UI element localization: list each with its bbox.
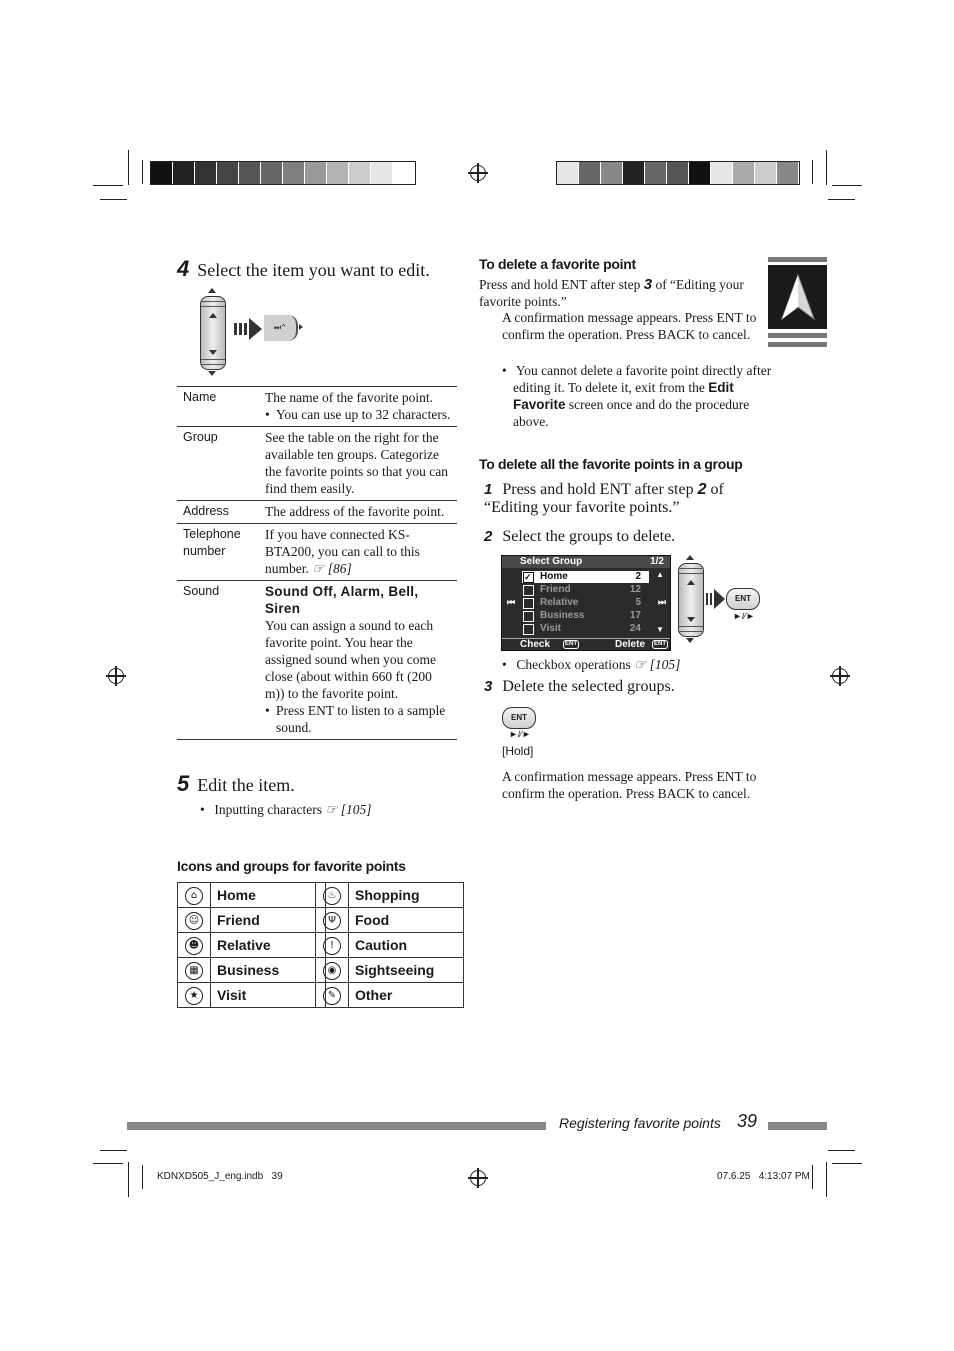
group-count: 24 [629,623,641,634]
color-swatch [667,162,689,184]
table-row [177,427,457,501]
table-row [177,581,457,740]
color-swatch [371,162,393,184]
step-4-heading [177,256,467,282]
step-text: Press and hold ENT after step [502,481,694,498]
skip-button-icon: ⏭^ [264,315,298,341]
group-count: 5 [635,597,641,608]
check-label[interactable]: Check [520,639,551,650]
print-timestamp: 07.6.25 4:13:07 PM [717,1171,810,1182]
step-number: 4 [177,256,190,281]
footer-rule [768,1122,827,1130]
next-track-icon[interactable]: ⏭ [657,597,666,607]
group-label: Caution [349,933,464,958]
group-label: Other [349,983,464,1008]
ent-icon: ENT [654,641,666,647]
field-name: Sound [177,581,257,740]
group-icons-table-right [315,882,464,1008]
step-5-heading [177,771,467,797]
business-icon: ▦ [185,962,203,980]
color-swatch [151,162,173,184]
field-name: Address [177,501,257,524]
color-swatch [217,162,239,184]
right-arrow-icon [706,587,726,611]
caution-icon: ! [323,937,341,955]
group-label: Home [211,883,326,908]
group-name: Visit [540,623,561,634]
field-desc: You can assign a sound to each favorite point. You hear the assigned sound when you come close (about within 660 ft (200 m)) to the favorite point. [265,618,436,701]
other-icon: ✎ [323,987,341,1005]
color-swatch [733,162,755,184]
control-dial-illustration [198,288,308,378]
step-number: 1 [484,481,493,498]
field-desc: The name of the favorite point. [265,390,433,405]
checkbox-note [502,656,773,673]
color-swatch [239,162,261,184]
color-bar-left [150,161,416,185]
group-name: Home [540,571,568,582]
table-row [316,983,464,1008]
group-icons-table-left [177,882,326,1008]
group-name: Business [540,610,585,621]
table-row [178,933,326,958]
color-swatch [579,162,601,184]
group-label: Friend [211,908,326,933]
color-swatch [349,162,371,184]
instruction-text: of “Editing your favorite points.” [479,277,744,309]
color-swatch [777,162,799,184]
select-group-screen [501,555,671,651]
bullet-text: Inputting characters [214,802,322,817]
table-row [316,883,464,908]
note-text: You cannot delete a favorite point directly after editing it. To delete it, exit from the [513,363,772,395]
delete-group-heading: To delete all the favorite points in a group [479,456,743,472]
table-row [178,983,326,1008]
color-swatch [711,162,733,184]
group-label: Relative [211,933,326,958]
food-icon: Ψ [323,912,341,930]
delete-group-step-3 [484,678,764,696]
step-text: of “Editing your favorite points.” [484,481,724,516]
group-list-item[interactable] [522,571,649,583]
home-icon: ⌂ [185,887,203,905]
checkbox-icon[interactable] [523,585,534,596]
section-name: Registering favorite points [559,1115,721,1131]
color-swatch [283,162,305,184]
friend-icon: ☺ [185,912,203,930]
group-label: Sightseeing [349,958,464,983]
scroll-down-icon[interactable]: ▼ [656,625,664,634]
group-count: 12 [629,584,641,595]
color-swatch [261,162,283,184]
checkbox-checked-icon[interactable]: ✓ [523,572,534,583]
table-row [177,387,457,427]
note-text: Checkbox operations [516,657,631,672]
step-text: Select the groups to delete. [502,528,676,545]
registration-mark-icon [832,668,848,684]
group-list-item[interactable] [522,610,649,622]
delete-label[interactable]: Delete [615,639,646,650]
page-reference: ☞ [86] [312,561,352,576]
color-swatch [755,162,777,184]
file-name: KDNXD505_J_eng.indb 39 [157,1171,283,1182]
table-row [177,524,457,581]
screen-page: 1/2 [650,556,664,567]
delete-group-step-2 [484,528,764,546]
table-row [316,933,464,958]
registration-mark-icon [470,1170,486,1186]
play-pause-icon: ►/⁄► [509,729,531,739]
field-name: Telephone number [177,524,257,581]
checkbox-icon[interactable] [523,624,534,635]
group-count: 2 [635,571,641,582]
color-bar-right [556,161,800,185]
color-swatch [327,162,349,184]
step-number: 5 [177,771,190,796]
delete-group-confirm: A confirmation message appears. Press ENT to confirm the operation. Press BACK to cancel. [502,769,757,801]
checkbox-icon[interactable] [523,611,534,622]
table-row [178,908,326,933]
page-reference: ☞ [105] [634,657,681,672]
shopping-icon: ♨ [323,887,341,905]
color-swatch [601,162,623,184]
group-list-item[interactable] [522,597,649,609]
delete-point-confirm: A confirmation message appears. Press ENT to confirm the operation. Press BACK to cancel. [502,310,757,342]
sound-options: Sound Off, Alarm, Bell, Siren [265,584,419,616]
group-label: Business [211,958,326,983]
field-name: Name [177,387,257,427]
step-title: Select the item you want to edit. [197,260,430,280]
color-swatch [173,162,195,184]
group-label: Shopping [349,883,464,908]
screen-header [502,556,670,568]
step-number: 2 [697,481,707,498]
color-swatch [557,162,579,184]
note-text: screen once and do the procedure above. [513,397,750,429]
group-list-item[interactable] [522,584,649,596]
group-count: 17 [629,610,641,621]
hold-label: [Hold] [502,744,534,758]
visit-icon: ★ [185,987,203,1005]
sightseeing-icon: ◉ [323,962,341,980]
step-title: Edit the item. [197,775,295,795]
prev-track-icon[interactable]: ⏮ [507,597,516,607]
chapter-tab [768,257,827,348]
relative-icon: ☻ [185,937,203,955]
checkbox-icon[interactable] [523,598,534,609]
step-5-bullet [200,801,471,818]
delete-point-instruction [479,276,761,310]
footer-rule [127,1122,546,1130]
ent-button[interactable]: ENT [502,707,536,729]
group-name: Relative [540,597,579,608]
field-table [177,386,457,740]
table-row [316,908,464,933]
instruction-text: Press and hold ENT after step [479,277,641,292]
group-label: Food [349,908,464,933]
field-bullet: • Press ENT to listen to a sample sound. [265,702,453,736]
screen-title: Select Group [520,556,583,567]
screen-name: Edit Favorite [513,380,734,412]
step-number: 3 [643,276,653,293]
step-number: 3 [484,678,493,695]
page-number: 39 [737,1111,758,1131]
table-row [178,958,326,983]
icons-heading: Icons and groups for favorite points [177,858,406,874]
step-text: Delete the selected groups. [502,678,675,695]
table-row [316,958,464,983]
ent-icon: ENT [565,641,577,647]
field-desc: The address of the favorite point. [265,504,445,519]
navigation-arrow-icon [780,273,816,323]
ent-button[interactable]: ENT [726,588,760,610]
field-name: Group [177,427,257,501]
scroll-up-icon[interactable]: ▲ [656,570,664,579]
group-name: Friend [540,584,571,595]
group-list-item[interactable] [522,623,649,635]
field-desc: If you have connected KS-BTA200, you can call to this number. [265,527,420,576]
group-label: Visit [211,983,326,1008]
step-number: 2 [484,528,493,545]
page-reference: ☞ [105] [325,802,372,817]
table-row [177,501,457,524]
right-arrow-icon [234,316,264,342]
color-swatch [623,162,645,184]
color-swatch [195,162,217,184]
delete-point-note [502,362,773,430]
color-swatch [689,162,711,184]
color-swatch [305,162,327,184]
registration-mark-icon [470,165,486,181]
delete-group-step-1 [484,481,764,517]
registration-mark-icon [108,668,124,684]
delete-point-heading: To delete a favorite point [479,256,636,272]
color-swatch [393,162,415,184]
field-desc: See the table on the right for the available ten groups. Categorize the favorite points so that you can find them easily. [265,430,448,496]
play-pause-icon: ►/⁄► [733,611,755,621]
table-row [178,883,326,908]
color-swatch [645,162,667,184]
field-bullet: • You can use up to 32 characters. [265,406,453,423]
